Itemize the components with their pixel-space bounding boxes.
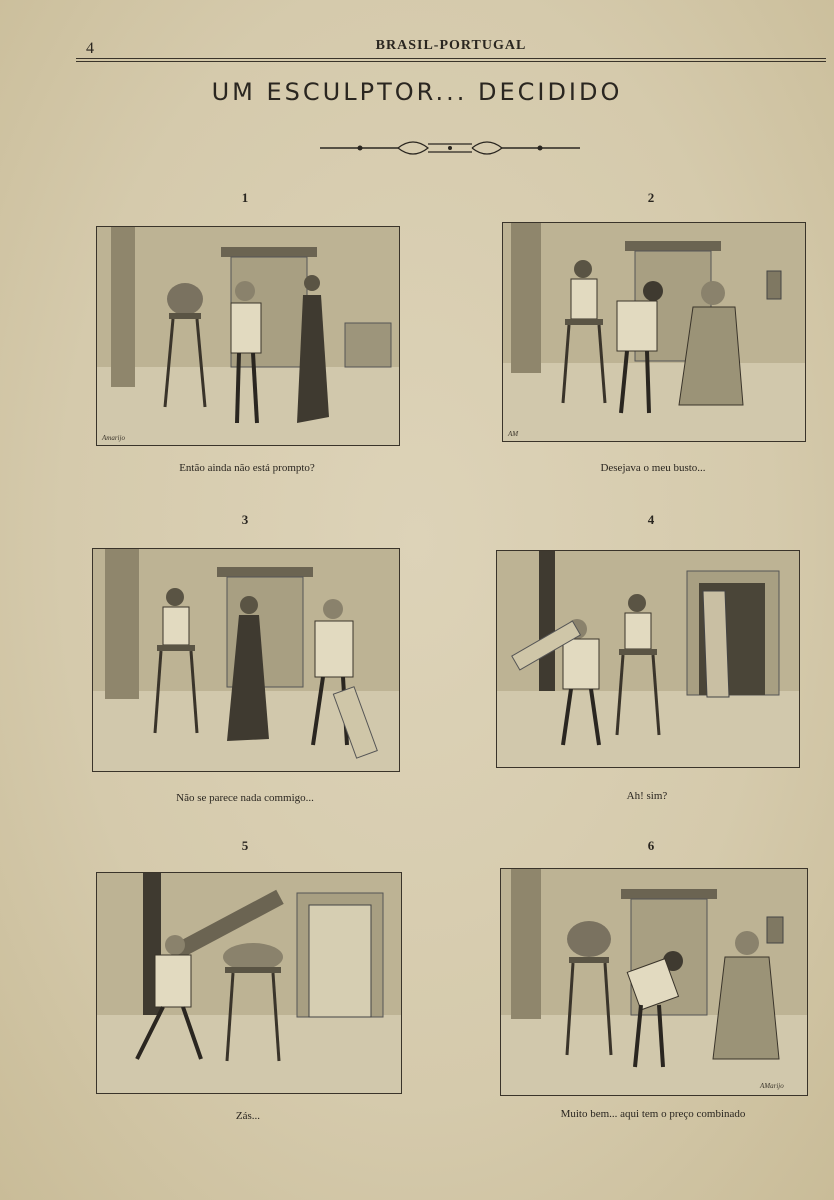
caption-5: Zás...	[235, 1110, 261, 1122]
caption-3: Não se parece nada commigo...	[176, 792, 314, 804]
panel-5-illustration	[97, 873, 401, 1093]
cartoon-panel-6	[500, 868, 808, 1096]
caption-2: Desejava o meu busto...	[600, 462, 706, 474]
panel-number-5: 5	[241, 838, 249, 853]
journal-title: BRASIL-PORTUGAL	[375, 38, 527, 53]
caption-6: Muito bem... aqui tem o preço combinado	[560, 1108, 746, 1120]
cartoon-panel-3	[92, 548, 400, 772]
artist-signature-1: Amarijo	[102, 434, 125, 442]
page-number: 4	[86, 40, 94, 57]
panel-6-illustration	[501, 869, 807, 1095]
panel-4-illustration	[497, 551, 799, 767]
header-rule-bottom	[76, 61, 826, 62]
panel-number-1: 1	[241, 190, 249, 205]
panel-number-2: 2	[647, 190, 655, 205]
artist-signature-6: AMarijo	[760, 1082, 784, 1090]
panel-2-illustration	[503, 223, 805, 441]
cartoon-panel-4	[496, 550, 800, 768]
ornament-divider	[318, 138, 582, 158]
panel-1-illustration	[97, 227, 399, 445]
cartoon-panel-2	[502, 222, 806, 442]
cartoon-panel-5	[96, 872, 402, 1094]
caption-4: Ah! sim?	[626, 790, 668, 802]
panel-number-4: 4	[647, 512, 655, 527]
cartoon-panel-1	[96, 226, 400, 446]
panel-3-illustration	[93, 549, 399, 771]
panel-number-6: 6	[647, 838, 655, 853]
header-rule-top	[76, 58, 826, 59]
panel-number-3: 3	[241, 512, 249, 527]
cartoon-title: UM ESCULPTOR... DECIDIDO	[211, 78, 623, 106]
caption-1: Então ainda não está prompto?	[179, 462, 315, 474]
artist-signature-2: AM	[508, 430, 519, 438]
